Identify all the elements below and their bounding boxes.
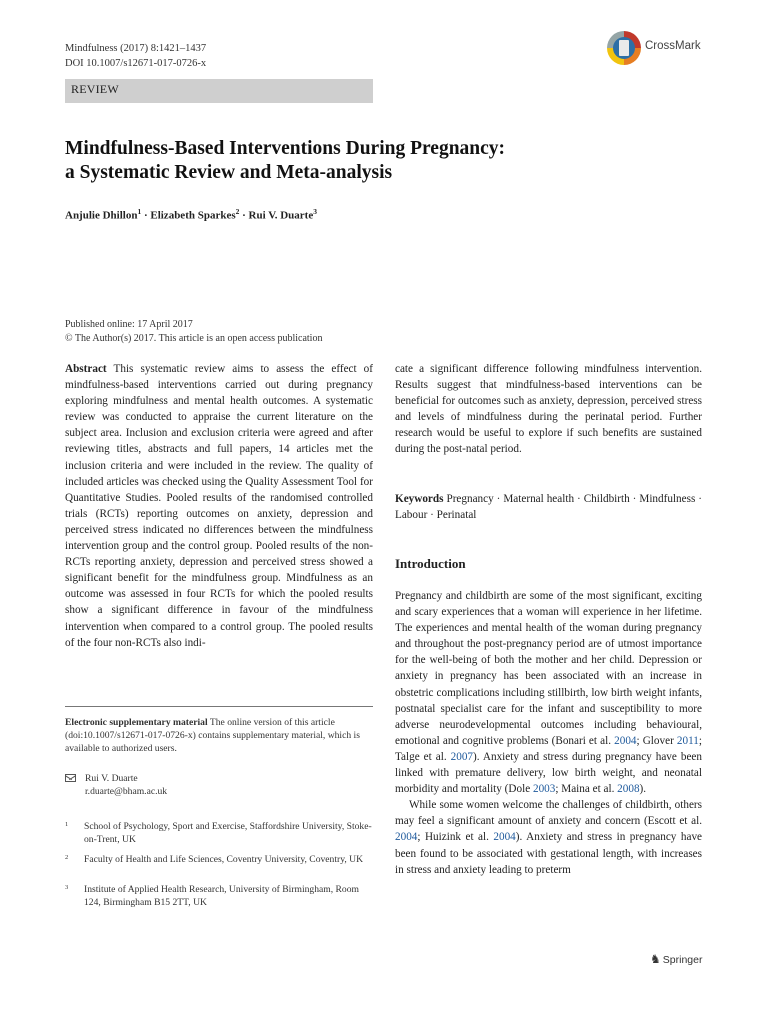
body-text: While some women welcome the challenges of childbirth, others may feel a significant amount of anxiety and concern (Escott et al. [395,799,702,828]
affiliation-text: Institute of Applied Health Research, University of Birmingham, Room 124, Birmingham B15 2TT, UK [84,884,359,908]
publication-info [65,318,322,346]
supplementary-note [65,716,373,755]
author-list [65,207,317,222]
citation-link[interactable]: 2011 [676,734,699,747]
affiliation-number: 3 [65,884,69,891]
author-separator: · [141,209,151,222]
keywords-label: Keywords [395,493,444,505]
introduction-heading: Introduction [395,556,466,571]
citation-link[interactable]: 2008 [617,783,640,796]
crossmark-badge[interactable] [607,31,711,67]
body-text: ; Huizink et al. [417,831,494,844]
crossmark-bookmark-icon [619,40,629,56]
journal-header [65,41,206,71]
title-line-2: a Systematic Review and Meta-analysis [65,162,393,183]
author-separator: · [239,209,249,222]
abstract-continued: cate a significant difference following mindfulness intervention. Results suggest that mindfulness-based interventions can be beneficial for outcomes such as anxiety, depression, perceived stress and levels of mindfulness during the perinatal period. Further research would be useful to explore if such benefits are sustained during the post-natal period. [395,363,702,456]
author-affiliation-mark: 1 [137,207,142,216]
copyright-notice: © The Author(s) 2017. This article is an open access publication [65,333,323,344]
author-name[interactable]: Rui V. Duarte [248,209,314,222]
corresponding-author [65,772,167,798]
body-text: ). Anxiety and stress in pregnancy have been found to be associated with gestational length, with increases in stress and anxiety leading to preterm [395,831,702,876]
publisher-name: Springer [662,954,703,966]
body-text: ). [639,783,647,796]
journal-citation: Mindfulness (2017) 8:1421–1437 [65,43,207,54]
affiliation-text: Faculty of Health and Life Sciences, Coventry University, Coventry, UK [84,854,364,865]
citation-link[interactable]: 2004 [614,734,637,747]
springer-horse-icon: ♞ [650,952,661,966]
body-text: ; Talge et al. [395,734,702,763]
body-text: ). Anxiety and stress during pregnancy have been linked with premature delivery, low birth weight, and neonatal morbidity and mortality (Dole [395,750,702,796]
title-line-1: Mindfulness-Based Interventions During Pregnancy: [65,138,506,159]
contact-name: Rui V. Duarte [85,773,138,784]
body-text: Pregnancy and childbirth are some of the most significant, exciting and scary experiences that a woman will experience in her lifetime. The experiences and mental health of the woman during pregnancy and throughout the post-pregnancy period are of utmost importance for the well-being of both the mother and her child. Depression or anxiety in pregnancy has been associated with an increase in obstetric complications including stillbirth, low birth weight infants, postnatal specialist care for the infant and susceptibility to more adverse neurodevelopmental outcomes including behavioural, emotional and cognitive problems (Bonari et al. [395,590,702,747]
footnote-divider [65,706,373,707]
keywords [395,491,702,523]
published-date: Published online: 17 April 2017 [65,319,193,330]
supplementary-text: The online version of this article (doi:10.1007/s12671-017-0726-x) contains supplementary material, which is available to authorized users. [65,717,360,754]
citation-link[interactable]: 2004 [395,831,418,844]
affiliation-number: 2 [65,854,69,861]
abstract-text-part-1: This systematic review aims to assess the effect of mindfulness-based interventions carried out during pregnancy exploring mindfulness and mental health outcomes. A systematic review was conducted to appraise the current literature on the subject area. Inclusion and exclusion criteria were agreed and after reviewing titles, abstracts and full papers, 14 articles met the inclusion criteria and were included in the review. The quality of included articles was checked using the Quality Assessment Tool for Quantitative Studies. Pooled results of the randomised controlled trials (RCTs) reporting outcomes on anxiety, depression and perceived stress indicated no differences between the mindfulness intervention group and the control group. Pooled results of the non-RCTs reporting anxiety, depression and perceived stress showed a significant benefit for the mindfulness group. Mindfulness as an outcome was assessed in four RCTs for which the pooled results show a significant difference in favour of the mindfulness intervention when compared to a control group. The pooled results of the four non-RCTs also indi- [65,363,373,649]
author-name[interactable]: Elizabeth Sparkes [150,209,236,222]
keywords-text: Pregnancy · Maternal health · Childbirth · Mindfulness · Labour · Perinatal [395,493,703,522]
author-affiliation-mark: 2 [235,207,240,216]
body-text: ; Maina et al. [555,783,618,796]
affiliation-number: 1 [65,821,69,828]
affiliation-text: School of Psychology, Sport and Exercise, Staffordshire University, Stoke-on-Trent, UK [84,821,372,845]
section-label: REVIEW [65,79,373,103]
abstract [65,361,373,651]
body-text: ; Glover [636,734,677,747]
citation-link[interactable]: 2004 [493,831,516,844]
author-affiliation-mark: 3 [313,207,317,216]
citation-link[interactable]: 2007 [450,750,473,763]
introduction-body [395,588,702,878]
article-title [65,137,685,185]
author-name[interactable]: Anjulie Dhillon [65,209,138,222]
supplementary-label: Electronic supplementary material [65,717,208,728]
abstract-label: Abstract [65,363,107,375]
doi[interactable]: DOI 10.1007/s12671-017-0726-x [65,58,207,69]
introduction-paragraph-2 [395,797,702,877]
envelope-icon [65,774,76,782]
publisher-logo [650,952,702,966]
crossmark-label: CrossMark [645,40,701,52]
introduction-paragraph-1 [395,588,702,797]
contact-email[interactable]: r.duarte@bham.ac.uk [85,786,168,797]
citation-link[interactable]: 2003 [532,783,556,796]
